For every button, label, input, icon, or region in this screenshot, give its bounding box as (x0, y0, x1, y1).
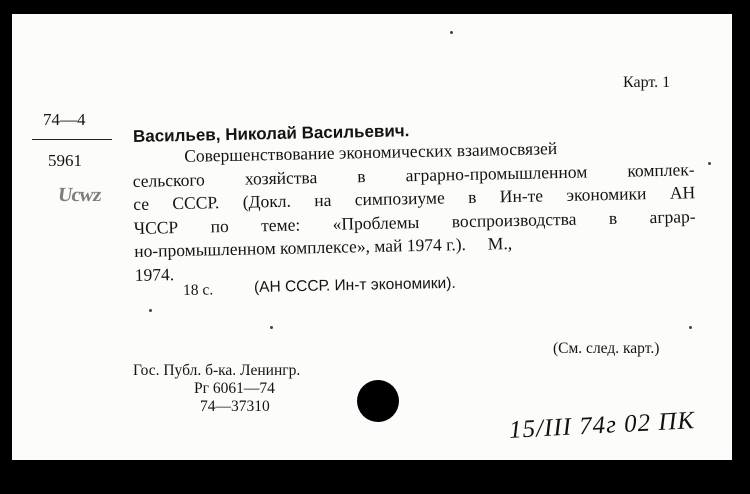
body-line-1: Совершенствование экономических взаимосвязей (184, 138, 558, 166)
body-line-3: се ССCР. (Докл. на симпозиуме в Ин-те экономики АН (133, 182, 696, 214)
call-number-bottom: 5961 (48, 151, 82, 170)
speck (708, 162, 711, 165)
body-line-2: сельского хозяйства в аграрно-промышленном комплек- (132, 158, 695, 191)
body-line-4: ЧССР по теме: «Проблемы воспроизводства в аграр- (133, 205, 696, 238)
speck (689, 326, 692, 329)
speck (270, 326, 273, 329)
series-note: (АН СССР. Ин-т экономики). (253, 274, 456, 296)
author-heading: Васильев, Николай Васильевич. (132, 121, 410, 146)
page-count: 18 с. (182, 281, 214, 299)
catalog-card (12, 14, 732, 460)
body-line-5: но-промышленном комплексе», май 1974 г.). М., (133, 233, 513, 261)
card-label: Карт. 1 (623, 74, 671, 91)
handwritten-note: 15/III 74г 02 ПК (508, 407, 696, 444)
library-name: Гос. Публ. б-ка. Ленингр. (133, 362, 301, 379)
ink-stamp: Ucwz (56, 184, 103, 206)
punch-hole (357, 380, 399, 422)
call-number-top: 74—4 (43, 110, 86, 129)
speck (450, 31, 453, 34)
library-info (133, 362, 300, 416)
library-shelfmark: Рг 6061—74 (194, 380, 275, 397)
body-line-6: 1974. (134, 263, 175, 285)
speck (149, 309, 152, 312)
continued-note: (См. след. карт.) (553, 340, 660, 357)
call-number-divider (32, 139, 112, 140)
library-accession: 74—37310 (200, 398, 270, 415)
description-body (132, 134, 697, 287)
